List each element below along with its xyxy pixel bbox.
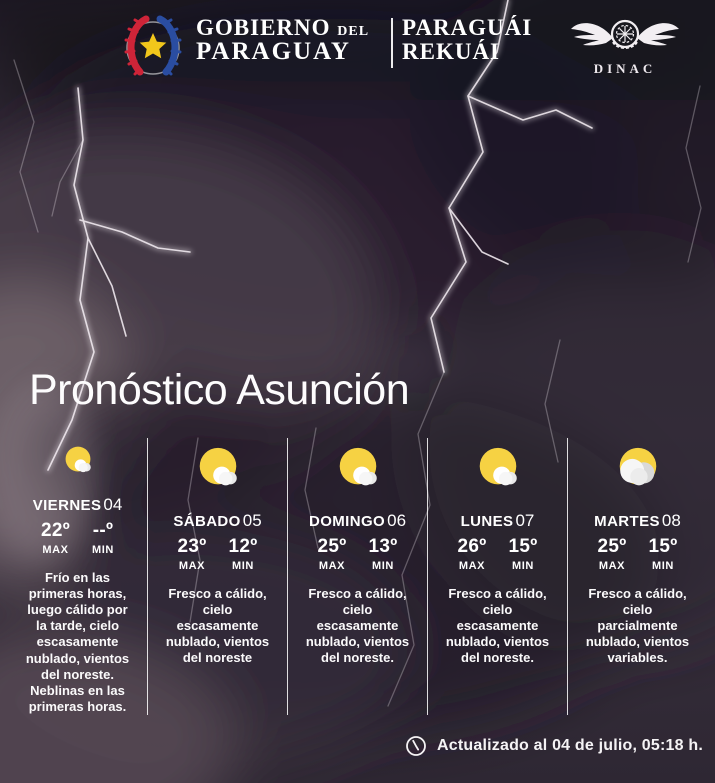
clock-icon xyxy=(405,735,427,757)
sun-cloud-weather-icon xyxy=(613,444,663,494)
min-temp-block xyxy=(92,520,114,556)
day-number: 08 xyxy=(661,511,681,530)
max-temp-block xyxy=(178,536,207,572)
max-temp-value: 23º xyxy=(177,536,207,557)
sun-cloud-weather-icon xyxy=(473,444,523,494)
min-temp-value: 15º xyxy=(648,536,678,557)
max-temp-label: MAX xyxy=(318,560,346,572)
forecast-row xyxy=(8,438,707,715)
paraguai-rekuai-wordmark xyxy=(402,16,532,64)
forecast-day-card xyxy=(287,438,427,715)
gobierno-text: GOBIERNO xyxy=(196,15,331,40)
day-description: Frío en las primeras horas, luego cálido por la tarde, cielo escasamente nublado, vientos del noreste. Neblinas en las primeras horas. xyxy=(25,570,130,714)
updated-timestamp: Actualizado al 04 de julio, 05:18 h. xyxy=(437,737,703,754)
min-temp-block xyxy=(649,536,678,572)
day-name: MARTES xyxy=(594,513,660,530)
day-description: Fresco a cálido, cielo escasamente nublado, vientos del noreste. xyxy=(305,586,410,666)
paraguai-text: PARAGUÁI xyxy=(402,15,533,40)
sun-cloud-weather-icon xyxy=(53,444,103,478)
max-temp-label: MAX xyxy=(598,560,626,572)
gobierno-paraguay-wordmark xyxy=(196,16,388,65)
min-temp-label: MIN xyxy=(652,560,674,572)
day-label xyxy=(173,511,261,531)
temperatures xyxy=(458,536,538,572)
del-text: DEL xyxy=(337,24,370,39)
day-label xyxy=(594,511,681,531)
max-temp-block xyxy=(41,520,70,556)
day-name: SÁBADO xyxy=(173,513,241,530)
temperatures xyxy=(41,520,114,556)
day-description: Fresco a cálido, cielo escasamente nublado, vientos del noreste. xyxy=(445,586,550,666)
dinac-logo xyxy=(567,12,683,77)
min-temp-value: 13º xyxy=(368,536,398,557)
max-temp-block xyxy=(318,536,347,572)
temperatures xyxy=(598,536,678,572)
footer xyxy=(405,735,703,757)
temperatures xyxy=(178,536,258,572)
min-temp-block xyxy=(229,536,258,572)
min-temp-label: MIN xyxy=(372,560,394,572)
temperatures xyxy=(318,536,398,572)
max-temp-block xyxy=(598,536,627,572)
min-temp-label: MIN xyxy=(512,560,534,572)
min-temp-block xyxy=(369,536,398,572)
page-title: Pronóstico Asunción xyxy=(29,366,410,414)
day-label xyxy=(461,511,535,531)
day-label xyxy=(309,511,406,531)
dinac-wings-icon xyxy=(569,12,681,60)
max-temp-value: 26º xyxy=(457,536,487,557)
min-temp-value: 15º xyxy=(508,536,538,557)
day-name: DOMINGO xyxy=(308,513,386,530)
dinac-label: DINAC xyxy=(593,61,657,76)
sun-cloud-weather-icon xyxy=(193,444,243,494)
forecast-day-card xyxy=(567,438,707,715)
max-temp-block xyxy=(458,536,487,572)
forecast-day-card xyxy=(147,438,287,715)
day-number: 05 xyxy=(242,511,262,530)
max-temp-value: 25º xyxy=(317,536,347,557)
sun-cloud-weather-icon xyxy=(333,444,383,494)
header xyxy=(0,0,715,92)
day-number: 06 xyxy=(387,511,407,530)
max-temp-value: 25º xyxy=(597,536,627,557)
min-temp-label: MIN xyxy=(232,560,254,572)
forecast-day-card xyxy=(8,438,147,715)
gobierno-paraguay-emblem-icon xyxy=(116,10,190,84)
max-temp-label: MAX xyxy=(178,560,206,572)
min-temp-value: 12º xyxy=(228,536,258,557)
forecast-day-card xyxy=(427,438,567,715)
min-temp-value: --º xyxy=(92,520,114,542)
max-temp-value: 22º xyxy=(41,520,70,542)
day-number: 04 xyxy=(103,495,123,515)
day-name: LUNES xyxy=(460,513,514,530)
min-temp-label: MIN xyxy=(92,544,114,557)
header-divider xyxy=(391,18,393,68)
rekuai-text: REKUÁI xyxy=(402,39,501,65)
day-name: VIERNES xyxy=(32,497,102,515)
paraguay-text: PARAGUAY xyxy=(196,38,351,66)
min-temp-block xyxy=(509,536,538,572)
day-number: 07 xyxy=(515,511,535,530)
max-temp-label: MAX xyxy=(458,560,486,572)
day-description: Fresco a cálido, cielo escasamente nublado, vientos del noreste xyxy=(165,586,270,666)
day-description: Fresco a cálido, cielo parcialmente nublado, vientos variables. xyxy=(585,586,690,666)
max-temp-label: MAX xyxy=(42,544,69,557)
day-label xyxy=(33,495,123,515)
